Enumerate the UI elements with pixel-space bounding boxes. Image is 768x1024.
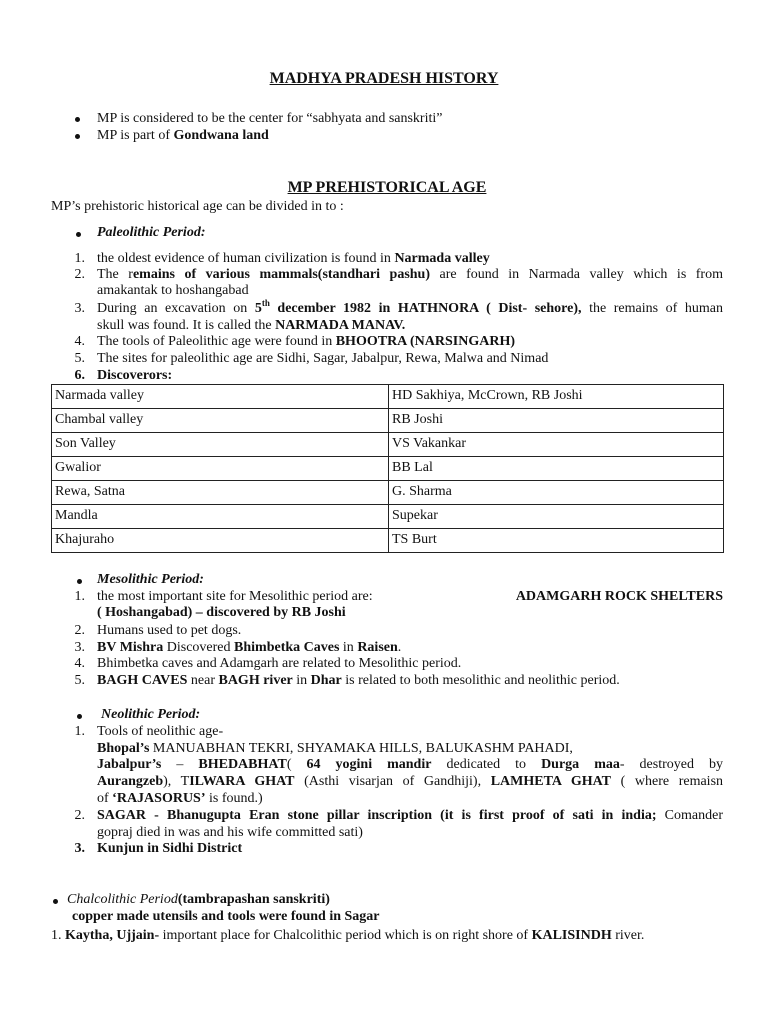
list-item: Discoverors: (97, 368, 173, 383)
list-marker: 1. (74, 589, 85, 604)
table-cell: Son Valley (52, 433, 389, 457)
list-marker: 5. (74, 351, 85, 366)
bullet-icon (75, 134, 80, 139)
list-marker: 5. (74, 673, 85, 688)
list-marker: 3. (74, 640, 85, 655)
subsection-heading: Chalcolithic Period(tambrapashan sanskriti) (67, 892, 330, 907)
list-item: SAGAR - Bhanugupta Eran stone pillar inscription (it is first proof of sati in india; Comander (97, 808, 723, 823)
list-item: Kunjun in Sidhi District (97, 841, 243, 856)
table-cell: RB Joshi (389, 409, 724, 433)
list-marker: 2. (74, 623, 85, 638)
list-item: BV Mishra Discovered Bhimbetka Caves in Raisen. (97, 640, 402, 655)
table-row (52, 409, 724, 433)
list-item-cont: amakantak to hoshangabad (97, 283, 249, 298)
table-row (52, 505, 724, 529)
list-item-emph: ADAMGARH ROCK SHELTERS (515, 589, 723, 604)
table-cell: HD Sakhiya, McCrown, RB Joshi (389, 385, 724, 409)
list-marker: 3. (74, 301, 85, 316)
list-item-cont: gopraj died in was and his wife committed sati) (97, 825, 363, 840)
list-marker: 4. (74, 334, 85, 349)
list-item: The tools of Paleolithic age were found in BHOOTRA (NARSINGARH) (97, 334, 516, 349)
list-item: The remains of various mammals(standhari pashu) are found in Narmada valley which is from (97, 267, 723, 282)
list-item: BAGH CAVES near BAGH river in Dhar is related to both mesolithic and neolithic period. (97, 673, 620, 688)
list-item-cont: Aurangzeb), TILWARA GHAT (Asthi visarjan of Gandhiji), LAMHETA GHAT ( where remaisn (97, 774, 724, 789)
table-cell: G. Sharma (389, 481, 724, 505)
list-item-cont: Jabalpur’s – BHEDABHAT( 64 yogini mandir dedicated to Durga maa- destroyed by (97, 757, 723, 772)
bullet-icon (77, 714, 82, 719)
table-row (52, 385, 724, 409)
table-cell: Rewa, Satna (52, 481, 389, 505)
table-cell: Khajuraho (52, 529, 389, 553)
section-heading: MP PREHISTORICAL AGE (287, 179, 487, 196)
list-marker: 3. (74, 841, 85, 856)
list-item-cont: ( Hoshangabad) – discovered by RB Joshi (97, 605, 346, 620)
bullet-icon (75, 117, 80, 122)
discoverers-table (51, 384, 724, 553)
table-cell: TS Burt (389, 529, 724, 553)
list-item: the most important site for Mesolithic period are: (97, 589, 373, 604)
table-cell: VS Vakankar (389, 433, 724, 457)
table-row (52, 481, 724, 505)
list-item: Bhimbetka caves and Adamgarh are related to Mesolithic period. (97, 656, 462, 671)
list-item-cont: skull was found. It is called the NARMADA MANAV. (97, 318, 406, 333)
bullet-icon (53, 899, 58, 904)
table-cell: Supekar (389, 505, 724, 529)
list-item: Tools of neolithic age- (97, 724, 224, 739)
table-row (52, 457, 724, 481)
list-marker: 2. (74, 267, 85, 282)
bullet-icon (76, 232, 81, 237)
list-item: The sites for paleolithic age are Sidhi, Sagar, Jabalpur, Rewa, Malwa and Nimad (97, 351, 549, 366)
list-item-cont: of ‘RAJASORUS’ is found.) (97, 791, 263, 806)
list-marker: 1. (74, 251, 85, 266)
bullet-icon (77, 579, 82, 584)
table-cell: Chambal valley (52, 409, 389, 433)
page-title: MADHYA PRADESH HISTORY (269, 70, 499, 87)
table-cell: BB Lal (389, 457, 724, 481)
list-marker: 6. (74, 368, 85, 383)
list-item: During an excavation on 5th december 1982 in HATHNORA ( Dist- sehore), the remains of human (97, 298, 723, 316)
list-item: Humans used to pet dogs. (97, 623, 242, 638)
list-marker: 1. (74, 724, 85, 739)
list-item: 1. Kaytha, Ujjain- important place for Chalcolithic period which is on right shore of KALISINDH river. (51, 928, 645, 943)
section-lead: MP’s prehistoric historical age can be divided in to : (51, 199, 344, 214)
subsection-heading: Paleolithic Period: (97, 225, 206, 240)
intro-item: MP is considered to be the center for “sabhyata and sanskriti” (97, 111, 443, 126)
intro-item: MP is part of Gondwana land (97, 128, 269, 143)
subsection-heading: Neolithic Period: (101, 707, 201, 722)
table-row (52, 529, 724, 553)
table-cell: Mandla (52, 505, 389, 529)
list-marker: 2. (74, 808, 85, 823)
list-item-cont: Bhopal’s MANUABHAN TEKRI, SHYAMAKA HILLS, BALUKASHM PAHADI, (97, 741, 573, 756)
list-item: the oldest evidence of human civilization is found in Narmada valley (97, 251, 490, 266)
subsection-sub: copper made utensils and tools were found in Sagar (72, 909, 380, 924)
subsection-heading: Mesolithic Period: (97, 572, 204, 587)
table-cell: Narmada valley (52, 385, 389, 409)
table-cell: Gwalior (52, 457, 389, 481)
list-marker: 4. (74, 656, 85, 671)
table-row (52, 433, 724, 457)
